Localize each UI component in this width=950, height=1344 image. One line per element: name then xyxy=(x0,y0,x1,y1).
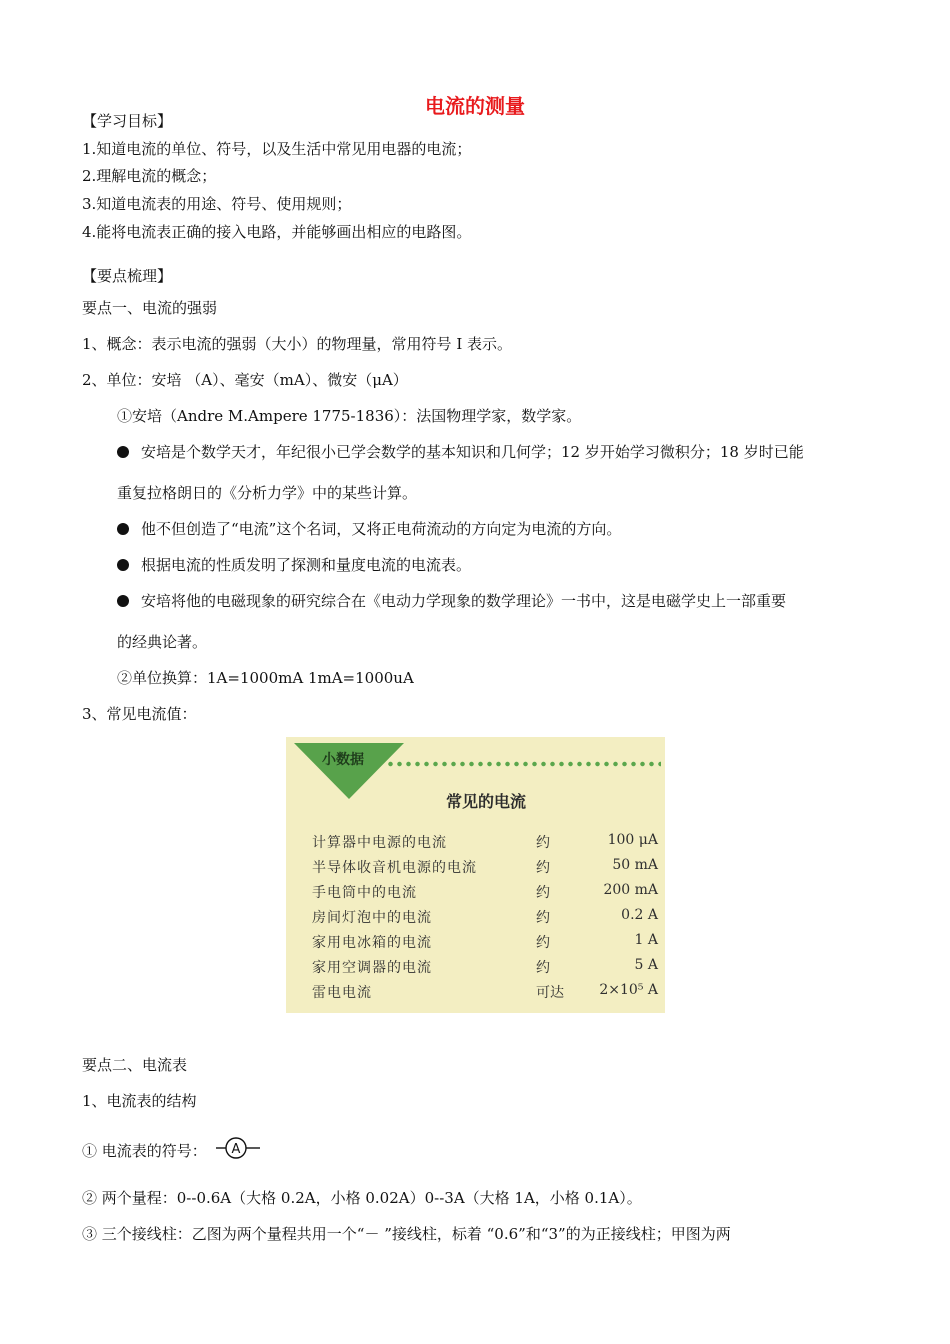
row-qualifier: 约 xyxy=(536,960,550,976)
row-value: 0.2 A xyxy=(621,907,658,923)
row-value: 5 A xyxy=(634,957,658,973)
conversion-line: ②单位换算：1A=1000mA 1mA=1000uA xyxy=(117,669,414,687)
row-value: 2×10⁵ A xyxy=(599,982,658,998)
objective-item: 3.知道电流表的用途、符号、使用规则； xyxy=(82,195,352,213)
objective-item: 4.能将电流表正确的接入电路，并能够画出相应的电路图。 xyxy=(82,223,472,241)
row-name: 手电筒中的电流 xyxy=(312,885,417,901)
common-values-line: 3、常见电流值： xyxy=(82,705,197,723)
figure-title: 常见的电流 xyxy=(446,792,527,811)
row-qualifier: 可达 xyxy=(536,985,564,1001)
bullet-continuation: 重复拉格朗日的《分析力学》中的某些计算。 xyxy=(117,484,418,502)
row-name: 雷电电流 xyxy=(312,985,372,1001)
figure-row xyxy=(312,982,658,1004)
row-name: 家用电冰箱的电流 xyxy=(312,935,432,951)
row-value: 1 A xyxy=(634,932,658,948)
bullet-continuation: 的经典论著。 xyxy=(117,633,208,651)
row-value: 50 mA xyxy=(612,857,658,873)
unit-line: 2、单位：安培 （A）、毫安（mA）、微安（μA） xyxy=(82,371,408,389)
objective-item: 1.知道电流的单位、符号，以及生活中常见用电器的电流； xyxy=(82,140,472,158)
figure-row xyxy=(312,832,658,854)
row-value: 200 mA xyxy=(603,882,658,898)
common-currents-figure xyxy=(286,737,665,1013)
point1-heading: 要点一、电流的强弱 xyxy=(82,299,218,317)
figure-row xyxy=(312,907,658,929)
ampere-line: ①安培（Andre M.Ampere 1775-1836）：法国物理学家，数学家。 xyxy=(117,407,582,425)
page-title: 电流的测量 xyxy=(425,94,525,118)
row-name: 家用空调器的电流 xyxy=(312,960,432,976)
row-value: 100 μA xyxy=(607,832,658,848)
objective-item: 2.理解电流的概念； xyxy=(82,167,217,185)
row-qualifier: 约 xyxy=(536,835,550,851)
figure-row xyxy=(312,857,658,879)
bullet-icon xyxy=(117,559,129,571)
terminals-line: ③ 三个接线柱：乙图为两个量程共用一个“－ ”接线柱，标着 “0.6”和“3”的为正接线柱；甲图为两 xyxy=(82,1225,731,1243)
figure-row xyxy=(312,957,658,979)
bullet-item: 根据电流的性质发明了探测和量度电流的电流表。 xyxy=(117,555,471,575)
figure-dotted-rule xyxy=(386,761,661,767)
key-points-heading: 【要点梳理】 xyxy=(82,267,173,285)
symbol-label: ① 电流表的符号： xyxy=(82,1142,207,1160)
figure-tag: 小数据 xyxy=(322,752,364,768)
row-qualifier: 约 xyxy=(536,885,550,901)
bullet-icon xyxy=(117,523,129,535)
row-name: 计算器中电源的电流 xyxy=(312,835,447,851)
bullet-icon xyxy=(117,446,129,458)
row-name: 房间灯泡中的电流 xyxy=(312,910,432,926)
row-name: 半导体收音机电源的电流 xyxy=(312,860,477,876)
row-qualifier: 约 xyxy=(536,860,550,876)
bullet-item: 他不但创造了“电流”这个名词，又将正电荷流动的方向定为电流的方向。 xyxy=(117,519,621,539)
objectives-heading-text: 【学习目标】 xyxy=(82,112,173,130)
figure-row xyxy=(312,882,658,904)
row-qualifier: 约 xyxy=(536,910,550,926)
point2-heading: 要点二、电流表 xyxy=(82,1056,188,1074)
bullet-icon xyxy=(117,595,129,607)
bullet-item: 安培是个数学天才，年纪很小已学会数学的基本知识和几何学；12 岁开始学习微积分；18 岁时已能 xyxy=(117,442,804,462)
figure-row xyxy=(312,932,658,954)
ammeter-symbol-icon xyxy=(214,1135,262,1161)
ammeter-letter: A xyxy=(231,1142,241,1157)
ranges-line: ② 两个量程：0--0.6A（大格 0.2A，小格 0.02A）0--3A（大格 1A，小格 0.1A）。 xyxy=(82,1189,642,1207)
concept-line: 1、概念：表示电流的强弱（大小）的物理量，常用符号 I 表示。 xyxy=(82,335,513,353)
structure-line: 1、电流表的结构 xyxy=(82,1092,197,1110)
bullet-item: 安培将他的电磁现象的研究综合在《电动力学现象的数学理论》一书中，这是电磁学史上一部重要 xyxy=(117,591,786,611)
symbol-line xyxy=(82,1135,262,1161)
row-qualifier: 约 xyxy=(536,935,550,951)
